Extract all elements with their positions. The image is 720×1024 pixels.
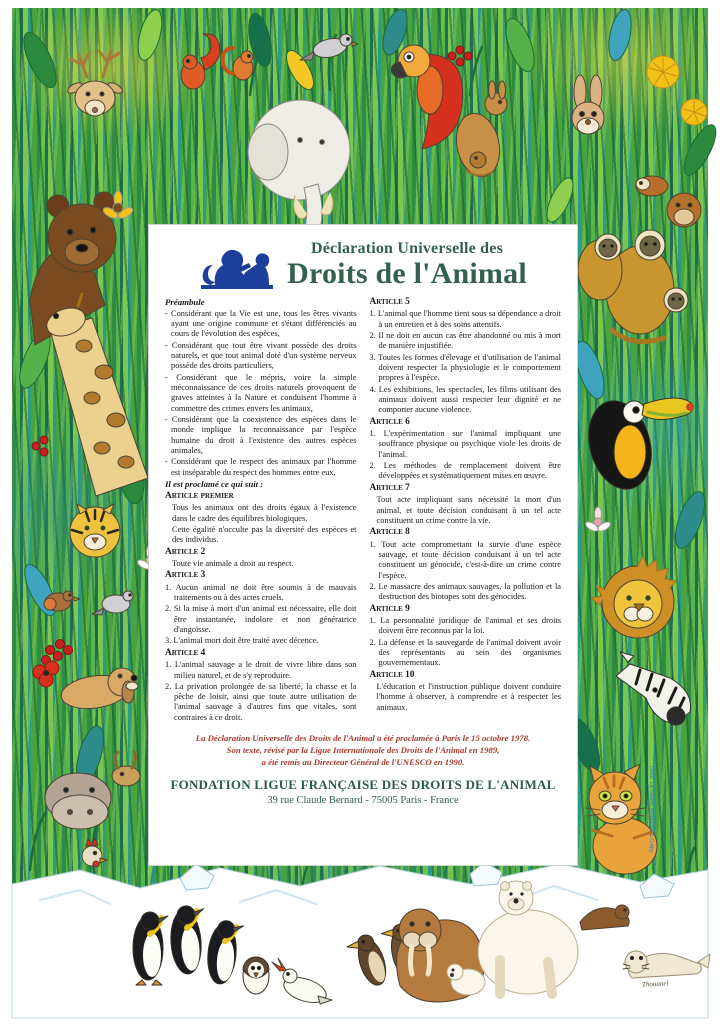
deer-illustration bbox=[66, 51, 124, 116]
article-heading: Article 8 bbox=[369, 527, 410, 538]
article-item: 1. Tout acte compromettant la survie d'une espèce sauvage, et toute décision conduisant à un tel acte constituent un génocide, c'est-à-dire un crime contre l'espèce. bbox=[369, 539, 561, 580]
poster-title bbox=[287, 240, 527, 289]
article-item: 2. Si la mise à mort d'un animal est nécessaire, elle doit être instantanée, indolore et non génératrice d'angoisse. bbox=[165, 604, 357, 635]
article-paragraph: L'éducation et l'instruction publique doivent conduire l'homme à observer, à comprendre et à respecter les animaux. bbox=[376, 682, 561, 712]
article-heading: Article premier bbox=[165, 490, 234, 501]
preamble-bullet: - Considérant que tout être vivant possède des droits naturels, et que tout animal doté d'un système nerveux possède des droits particuliers, bbox=[165, 340, 357, 371]
monkeys-illustration bbox=[578, 230, 688, 342]
preamble-bullet: - Considérant que le mépris, voire la simple méconnaissance de ces droits naturels provoquent de graves atteintes à la Nature et conduisent l'homme à commettre des crimes envers les animaux, bbox=[165, 372, 357, 413]
illustrator-credit: Dess. La Sabine Angélique à Crépy bbox=[648, 766, 654, 853]
article-item: 2. Le massacre des animaux sauvages, la pollution et la destruction des biotopes sont des génocides. bbox=[369, 581, 561, 602]
dog-illustration bbox=[59, 668, 138, 713]
article-item: 1. L'animal que l'homme tient sous sa dépendance a droit à un entretien et à des soins attentifs. bbox=[369, 309, 561, 329]
preamble-heading: Préambule bbox=[165, 297, 205, 307]
footnote-line: La Déclaration Universelle des Droits de l'Animal a été proclamée à Paris le 15 octobre 1978. bbox=[195, 733, 531, 744]
article-heading: Article 7 bbox=[369, 482, 410, 493]
article-paragraph: Toute vie animale a droit au respect. bbox=[172, 559, 294, 569]
declaration-panel bbox=[148, 224, 578, 866]
article-paragraph: Tous les animaux ont des droits égaux à l'existence dans le cadre des équilibres biologiques. bbox=[172, 503, 357, 523]
rabbit-illustration bbox=[572, 75, 604, 134]
zebra-illustration bbox=[616, 652, 691, 725]
preamble-bullet: - Considérant que le respect des animaux par l'homme est inséparable du respect des hommes entre eux, bbox=[165, 457, 357, 477]
dove-icon bbox=[92, 591, 133, 615]
article-heading: Article 4 bbox=[165, 647, 206, 658]
article-item: 1. L'animal sauvage a le droit de vivre libre dans son milieu naturel, et de s'y reproduire. bbox=[165, 660, 357, 680]
footnote-line: a été remis au Directeur Général de l'UNESCO en 1990. bbox=[261, 756, 465, 767]
masthead bbox=[165, 239, 561, 291]
hippo-illustration bbox=[45, 773, 111, 829]
antelope-illustration bbox=[112, 752, 140, 786]
preamble-bullet: - Considérant que la Vie est une, tous les êtres vivants ayant une origine commune et s'étant différenciés au cours de l'évolution des espèces, bbox=[165, 308, 357, 339]
proclamation-line: Il est proclamé ce qui suit : bbox=[165, 479, 264, 490]
cat-illustration bbox=[586, 764, 657, 874]
poppy-flower bbox=[33, 661, 59, 687]
article-item: 2. Les méthodes de remplacement doivent être développées et systématiquement mises en œuvre. bbox=[369, 461, 561, 481]
article-heading: Article 5 bbox=[369, 297, 410, 307]
article-item: 2. La privation prolongée de sa liberté, la chasse et la pêche de loisir, ainsi que toute autre utilisation de l'animal sauvage à d'autres fins que vitales, sont contraires à ce droit. bbox=[165, 681, 357, 722]
foundation-address: 39 rue Claude Bernard - 75005 Paris - France bbox=[267, 795, 459, 807]
article-paragraph: Cette égalité n'occulte pas la diversité des espèces et des individus. bbox=[172, 524, 357, 545]
elephant-illustration bbox=[248, 100, 350, 239]
proclamation-footnote bbox=[165, 733, 561, 768]
title-line-1: Déclaration Universelle des bbox=[310, 240, 504, 258]
right-column bbox=[370, 297, 562, 724]
yellow-flowers bbox=[647, 56, 707, 125]
left-column bbox=[165, 297, 357, 724]
article-item: 3. Toutes les formes d'élevage et d'utilisation de l'animal doivent respecter la physiologie et le comportement propres à l'espèce. bbox=[369, 352, 561, 383]
foundation-name: FONDATION LIGUE FRANÇAISE DES DROITS DE L'ANIMAL bbox=[170, 777, 556, 793]
article-item: 3. L'animal mort doit être traité avec décence. bbox=[165, 636, 319, 646]
article-heading: Article 9 bbox=[369, 603, 410, 614]
article-paragraph: Tout acte impliquant sans nécessité la mort d'un animal, et toute décision conduisant à un tel acte constituent un crime contre la vie. bbox=[376, 495, 561, 525]
rooster-illustration bbox=[82, 838, 107, 867]
guinea-pig-illustration bbox=[636, 176, 668, 196]
article-heading: Article 10 bbox=[369, 669, 415, 680]
squirrel-illustration bbox=[181, 34, 253, 89]
article-item: 4. Les exhibitions, les spectacles, les films utilisant des animaux doivent aussi respecter leur dignité et ne comporter aucune violence. bbox=[369, 384, 561, 415]
article-item: 2. Il ne doit en aucun cas être abandonné ou mis à mort de manière injustifiée. bbox=[369, 331, 561, 351]
article-heading: Article 3 bbox=[165, 570, 206, 581]
orangutan-illustration bbox=[667, 193, 701, 227]
toucan-illustration bbox=[579, 394, 694, 496]
footnote-line: Son texte, révisé par la Ligue Internationale des Droits de l'Animal en 1989, bbox=[226, 744, 500, 755]
lion-and-child-logo-icon bbox=[199, 239, 277, 291]
tiger-illustration bbox=[70, 504, 120, 557]
declaration-columns bbox=[165, 297, 561, 724]
lion-illustration bbox=[591, 556, 676, 638]
article-item: 1. Aucun animal ne doit être soumis à de mauvais traitements ou à des actes cruels. bbox=[165, 582, 357, 603]
dove-icon bbox=[300, 34, 358, 60]
artist-signature: Thouanel bbox=[641, 979, 669, 989]
title-line-2: Droits de l'Animal bbox=[287, 257, 527, 291]
giraffe-illustration bbox=[43, 294, 148, 496]
preamble-bullet: - Considérant que la coexistence des espèces dans le monde implique la reconnaissance par l'espèce humaine du droit à l'existence des autres espèces animales, bbox=[165, 415, 357, 456]
macaw-parrot-illustration bbox=[391, 45, 462, 149]
article-item: 2. La défense et la sauvegarde de l'animal doivent avoir des représentants au sein des organismes gouvernementaux. bbox=[369, 637, 561, 668]
article-heading: Article 2 bbox=[165, 546, 206, 557]
article-heading: Article 6 bbox=[369, 416, 410, 427]
article-item: 1. L'expérimentation sur l'animal impliquant une souffrance physique ou psychique viole les droits de l'animal. bbox=[369, 429, 561, 459]
foundation-block bbox=[165, 777, 561, 806]
article-item: 1. La personnalité juridique de l'animal et ses droits doivent être reconnus par la loi. bbox=[369, 615, 561, 636]
